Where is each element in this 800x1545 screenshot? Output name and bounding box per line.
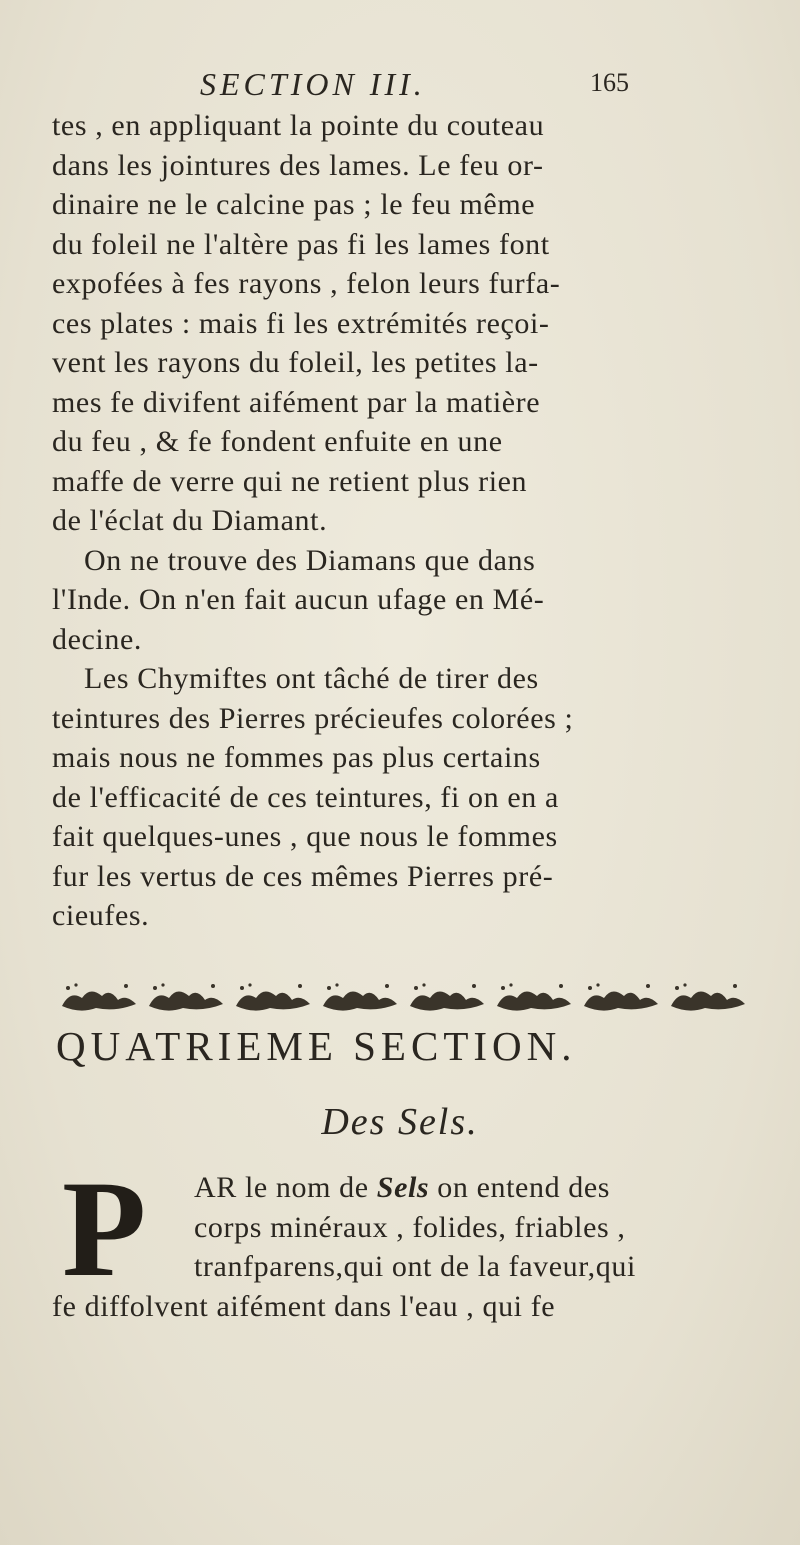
text-line: tranfparens,qui ont de la faveur,qui <box>194 1250 636 1283</box>
text-line: tes , en appliquant la pointe du couteau <box>52 109 545 142</box>
text-line: decine. <box>52 622 142 656</box>
text-line: Les Chymiftes ont tâché de tirer des <box>84 662 539 695</box>
text-line: On ne trouve des Diamans que dans <box>84 543 536 577</box>
small-caps-word: AR <box>194 1171 237 1204</box>
text-fragment: on entend des <box>429 1171 611 1204</box>
text-line: vent les rayons du foleil, les petites la- <box>52 346 539 379</box>
text-line: du foleil ne l'altère pas fi les lames font <box>52 227 550 261</box>
text-line: teintures des Pierres précieufes colorées ; <box>52 701 574 735</box>
text-line: dans les jointures des lames. Le feu or- <box>52 148 544 182</box>
section-heading: QUATRIEME SECTION. <box>56 1023 577 1069</box>
text-line: fait quelques-unes , que nous le fommes <box>52 820 558 853</box>
text-line: ces plates : mais fi les extrémités reçoi- <box>52 306 550 340</box>
text-line: de l'efficacité de ces teintures, fi on en a <box>52 780 559 814</box>
text-line: fe diffolvent aifément dans l'eau , qui fe <box>52 1289 556 1323</box>
page-number: 165 <box>590 68 629 97</box>
running-head-title: SECTION III. <box>200 66 426 102</box>
emphasized-term: Sels <box>376 1171 430 1204</box>
dropcap-paragraph <box>52 1152 772 1326</box>
decorative-band-icon <box>56 980 756 1014</box>
text-line: de l'éclat du Diamant. <box>52 504 328 537</box>
drop-cap-initial: P <box>62 1152 147 1305</box>
text-line: corps minéraux , folides, friables , <box>194 1210 626 1244</box>
text-line: fur les vertus de ces mêmes Pierres pré- <box>52 859 554 893</box>
text-line: l'Inde. On n'en fait aucun ufage en Mé- <box>52 583 545 616</box>
text-line <box>52 1168 772 1208</box>
body-text <box>52 106 772 936</box>
text-fragment: le nom de <box>236 1171 377 1204</box>
text-line: expofées à fes rayons , felon leurs furfa- <box>52 267 561 300</box>
text-line: dinaire ne le calcine pas ; le feu même <box>52 188 536 221</box>
text-line: cieufes. <box>52 899 150 932</box>
running-head <box>200 66 660 106</box>
subheading: Des Sels. <box>321 1101 479 1143</box>
text-line: mais nous ne fommes pas plus certains <box>52 741 541 774</box>
text-line: mes fe divifent aifément par la matière <box>52 385 541 419</box>
text-line: du feu , & fe fondent enfuite en une <box>52 425 503 458</box>
text-line: maffe de verre qui ne retient plus rien <box>52 464 528 498</box>
